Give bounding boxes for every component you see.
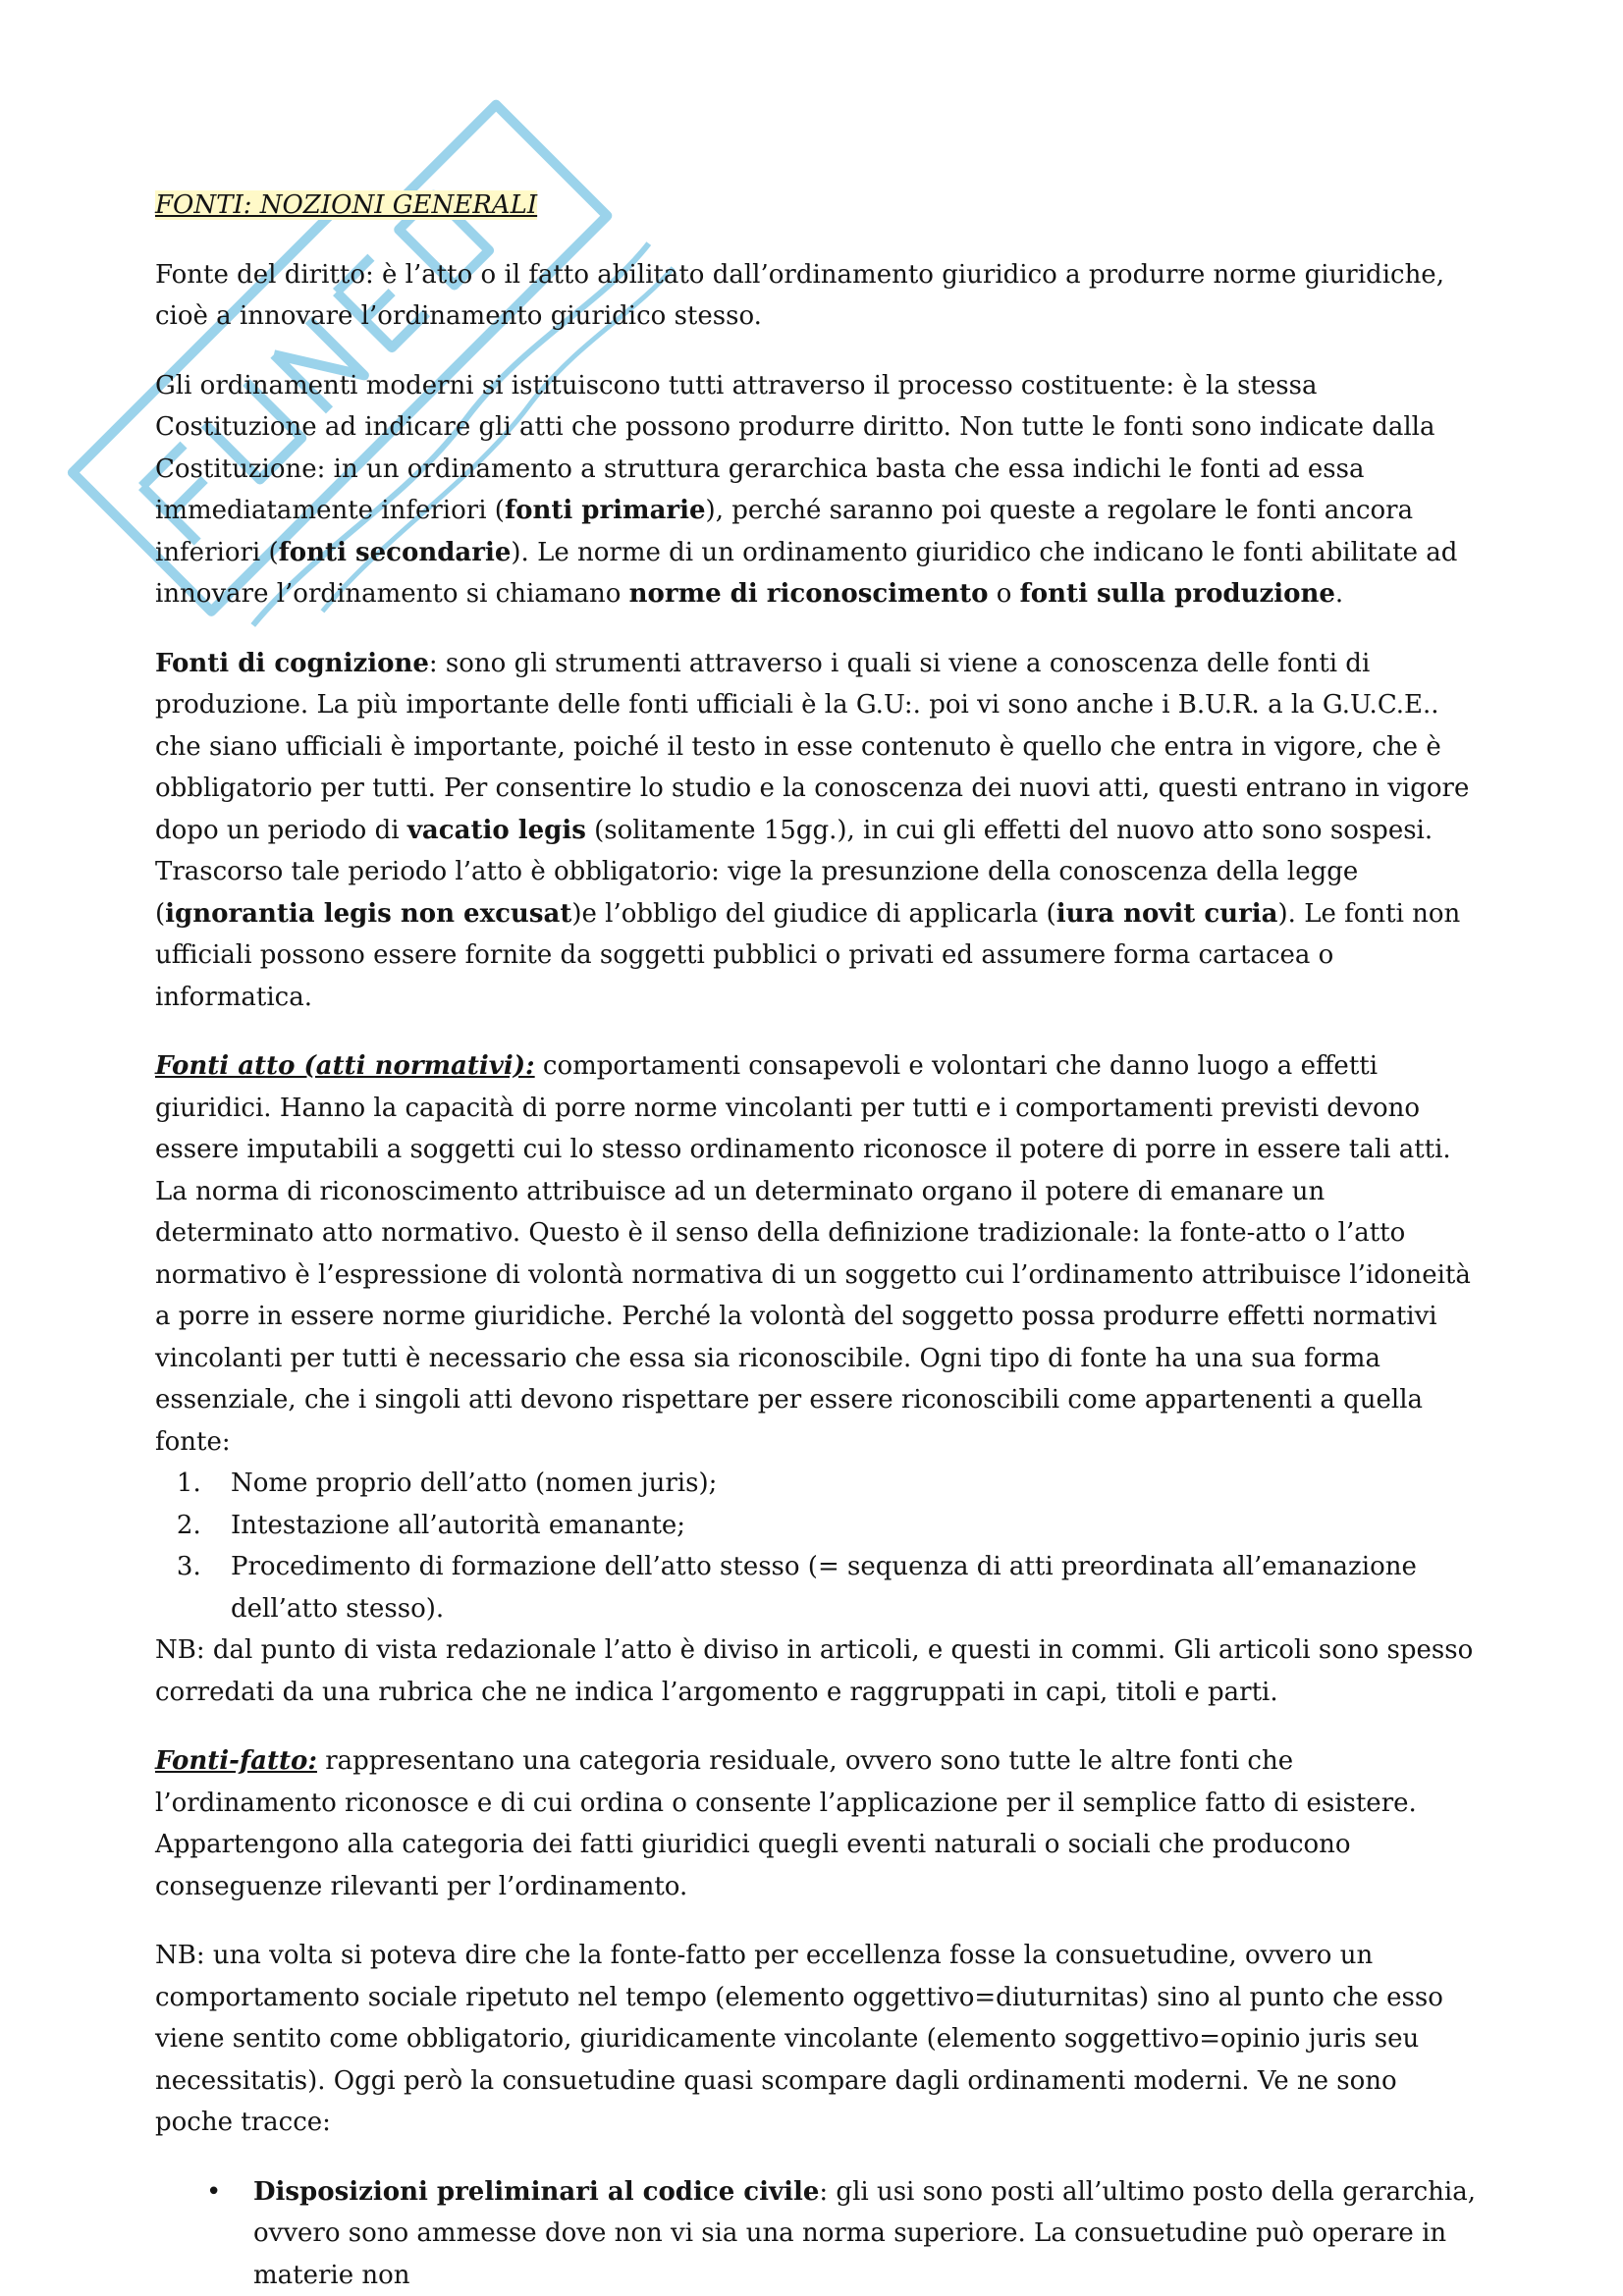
note-consuetudine: NB: una volta si poteva dire che la fonte-fatto per eccellenza fosse la consuetudine, ovvero un comportamento sociale ripetuto nel tempo (elemento oggettivo=diuturnitas) sino al punto che esso viene sentito come obbligatorio, giuridicamente vincolante (elemento soggettivo=opinio juris seu necessitatis). Oggi però la consuetudine quasi scompare dagli ordinamenti moderni. Ve ne sono poche tracce: (155, 1941, 1443, 2137)
page-title: FONTI: NOZIONI GENERALI (155, 190, 538, 220)
note-redazionale: NB: dal punto di vista redazionale l’atto è diviso in articoli, e questi in commi. Gli articoli sono spesso corredati da una rubrica che ne indica l’argomento e raggruppati in capi, titoli e parti. (155, 1635, 1474, 1707)
paragraph-ordinamenti-moderni: Gli ordinamenti moderni si istituiscono tutti attraverso il processo costituente: è la stessa Costituzione ad indicare gli atti che possono produrre diritto. Non tutte le fonti sono indicate dalla Costituzione: in un ordinamento a struttura gerarchica basta che essa indichi le fonti ad essa immediatamente inferiori (fonti primarie), perché saranno poi queste a regolare le fonti ancora inferiori (fonti secondarie). Le norme di un ordinamento giuridico che indicano le fonti abilitate ad innovare l’ordinamento si chiamano norme di riconoscimento o fonti sulla produzione. (155, 370, 1458, 609)
list-item: 3. Procedimento di formazione dell’atto stesso (= sequenza di atti preordinata all’emanazione dell’atto stesso). (209, 1546, 1476, 1629)
numbered-list-forma-essenziale (155, 1463, 1476, 1629)
list-item: 2. Intestazione all’autorità emanante; (209, 1505, 1476, 1547)
list-item: • Disposizioni preliminari al codice civile: gli usi sono posti all’ultimo posto della gerarchia, ovvero sono ammesse dove non vi sia una norma superiore. La consuetudine può operare in materie non (253, 2171, 1476, 2296)
paragraph-fonti-fatto: Fonti-fatto: rappresentano una categoria residuale, ovvero sono tutte le altre fonti che l’ordinamento riconosce e di cui ordina o consente l’applicazione per il semplice fatto di esistere. Appartengono alla categoria dei fatti giuridici quegli eventi naturali o sociali che producono conseguenze rilevanti per l’ordinamento. (155, 1746, 1417, 1901)
document-body (155, 185, 1476, 2296)
paragraph-fonti-atto: Fonti atto (atti normativi): comportamenti consapevoli e volontari che danno luogo a effetti giuridici. Hanno la capacità di porre norme vincolanti per tutti e i comportamenti previsti devono essere imputabili a soggetti cui lo stesso ordinamento riconosce il potere di porre in essere tali atti. La norma di riconoscimento attribuisce ad un determinato organo il potere di emanare un determinato atto normativo. Questo è il senso della definizione tradizionale: la fonte-atto o l’atto normativo è l’espressione di volontà normativa di un soggetto cui l’ordinamento attribuisce l’idoneità a porre in essere norme giuridiche. Perché la volontà del soggetto possa produrre effetti normativi vincolanti per tutti è necessario che essa sia riconoscibile. Ogni tipo di fonte ha una sua forma essenziale, che i singoli atti devono rispettare per essere riconoscibili come appartenenti a quella fonte: (155, 1051, 1471, 1457)
paragraph-fonti-di-cognizione: Fonti di cognizione: sono gli strumenti attraverso i quali si viene a conoscenza delle fonti di produzione. La più importante delle fonti ufficiali è la G.U:. poi vi sono anche i B.U.R. a la G.U.C.E.. che siano ufficiali è importante, poiché il testo in esse contenuto è quello che entra in vigore, che è obbligatorio per tutti. Per consentire lo studio e la conoscenza dei nuovi atti, questi entrano in vigore dopo un periodo di vacatio legis (solitamente 15gg.), in cui gli effetti del nuovo atto sono sospesi. Trascorso tale periodo l’atto è obbligatorio: vige la presunzione della conoscenza della legge (ignorantia legis non excusat)e l’obbligo del giudice di applicarla (iura novit curia). Le fonti non ufficiali possono essere fornite da soggetti pubblici o privati ed assumere forma cartacea o informatica. (155, 648, 1470, 1012)
bullet-list-tracce (155, 2171, 1476, 2296)
paragraph-fonte-del-diritto: Fonte del diritto: è l’atto o il fatto abilitato dall’ordinamento giuridico a produrre norme giuridiche, cioè a innovare l’ordinamento giuridico stesso. (155, 259, 1444, 331)
list-item: 1. Nome proprio dell’atto (nomen juris); (209, 1463, 1476, 1505)
